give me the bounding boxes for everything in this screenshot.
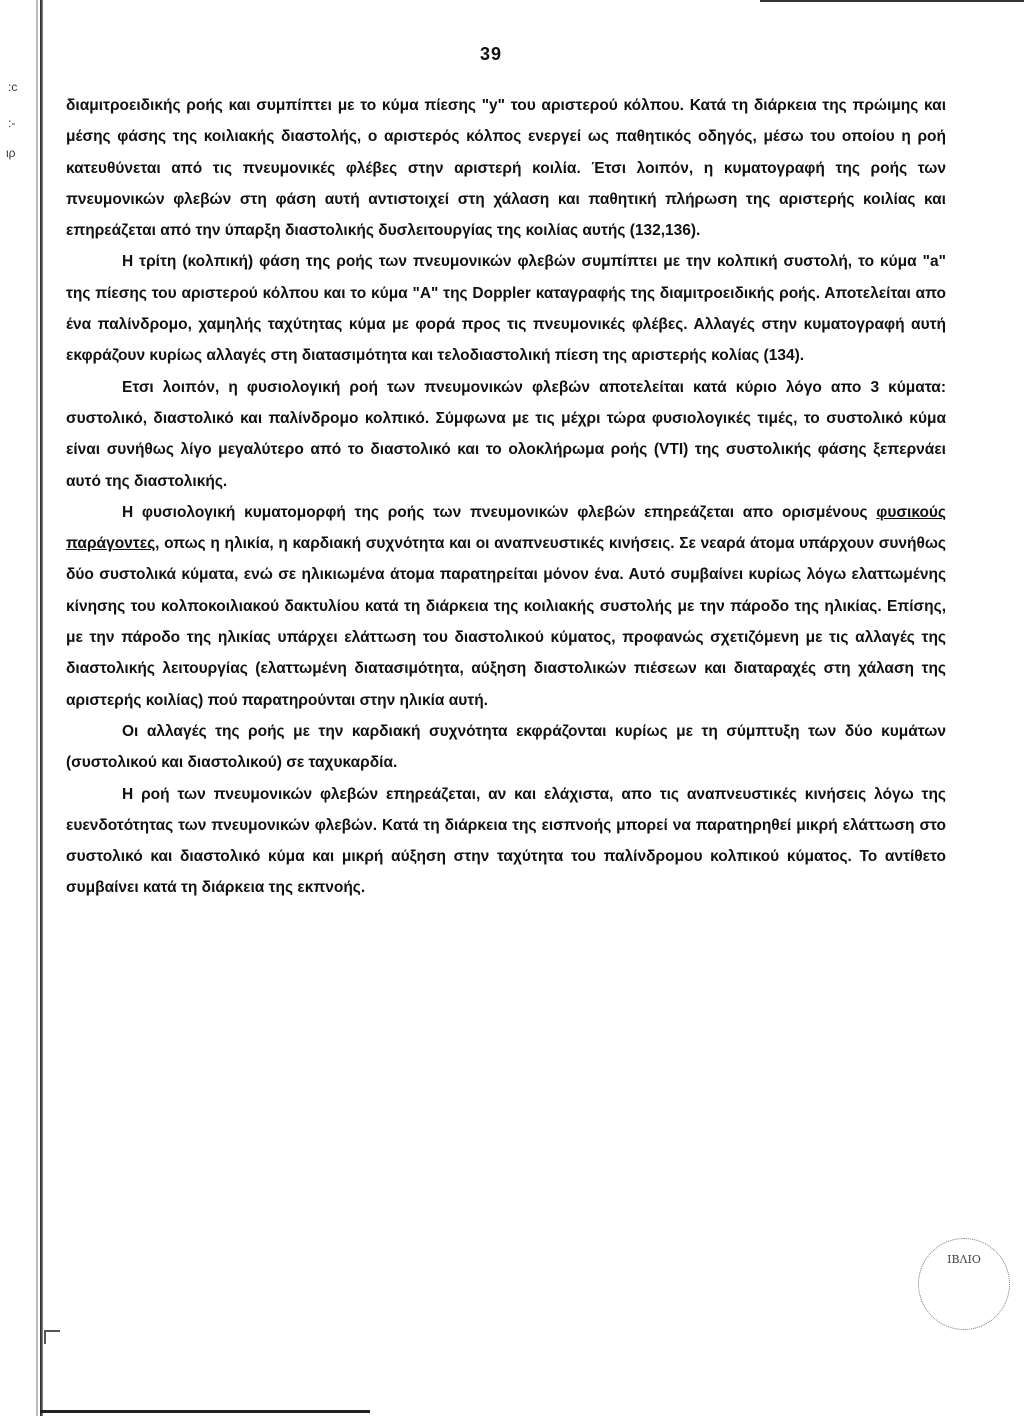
scan-binding-edge [40, 0, 43, 1416]
paragraph-text: Η τρίτη (κολπική) φάση της ροής των πνευμονικών φλεβών συμπίπτει με την κολπική συστολή, το κύμα "a" της πίεσης του αριστερού κόλπου και το κύμα "Α" της Doppler καταγραφής της διαμιτροειδικής ροής. Αποτελείται απο ένα παλίνδρομο, χαμηλής ταχύτητας κύμα με φορά προς τις πνευμονικές φλέβες. Αλλαγές στην κυματογραφή αυτή εκφράζουν κυρίως αλλαγές στη διατασιμότητα και τελοδιαστολική πίεση της αριστερής κολίας (134). [66, 253, 946, 365]
paragraph [66, 497, 946, 716]
underlined-phrase: φυσικούς παράγοντες [66, 503, 946, 553]
scan-corner-mark [44, 1330, 60, 1344]
paragraph-text: Η φυσιολογική κυματομορφή της ροής των πνευμονικών φλεβών επηρεάζεται απο ορισμένους [122, 503, 877, 521]
paragraph [66, 716, 946, 779]
margin-mark-3: ιρ [6, 146, 16, 160]
library-stamp-text: ΙΒΛΙΟ [947, 1253, 981, 1266]
paragraph-text: Ετσι λοιπόν, η φυσιολογική ροή των πνευμονικών φλεβών αποτελείται κατά κύριο λόγο απο 3 κύματα: συστολικό, διαστολικό και παλίνδρομο κολπικό. Σύμφωνα με τις μέχρι τώρα φυσιολογικές τιμές, το συστολικό κύμα είναι συνήθως λίγο μεγαλύτερο από το διαστολικό και το ολοκλήρωμα ροής (VTI) της συστολικής φάσης ξεπερνάει αυτό της διαστολικής. [66, 378, 946, 490]
paragraph-text: διαμιτροειδικής ροής και συμπίπτει με το κύμα πίεσης "y" του αριστερού κόλπου. Κατά τη διάρκεια της πρώιμης και μέσης φάσης της κοιλιακής διαστολής, ο αριστερός κόλπος ενεργεί ως παθητικός οδηγός, μέσω του οποίου η ροή κατευθύνεται από τις πνευμονικές φλέβες στην αριστερή κοιλία. Έτσι λοιπόν, η κυματογραφή της ροής των πνευμονικών φλεβών στη φάση αυτή αντιστοιχεί στη χάλαση και παθητική πλήρωση της αριστερής κοιλίας και επηρεάζεται από την ύπαρξη διαστολικής δυσλειτουργίας της κοιλίας αυτής (132,136). [66, 97, 946, 240]
scan-bottom-rule [40, 1410, 370, 1413]
paragraph [66, 246, 946, 371]
margin-mark-1: :c [8, 80, 18, 94]
paragraph-text: Η ροή των πνευμονικών φλεβών επηρεάζεται, αν και ελάχιστα, απο τις αναπνευστικές κινήσεις λόγω της ευενδοτότητας των πνευμονικών φλεβών. Κατά τη διάρκεια της εισπνοής μπορεί να παρατηρηθεί μικρή ελάττωση στο συστολικό και διαστολικό κύμα και μικρή αύξηση στην ταχύτητα του παλίνδρομου κολπικού κύματος. Το αντίθετο συμβαίνει κατά τη διάρκεια της εκπνοής. [66, 785, 946, 897]
paragraph [66, 372, 946, 497]
margin-mark-2: :- [8, 116, 16, 130]
paragraph-text: , οπως η ηλικία, η καρδιακή συχνότητα και οι αναπνευστικές κινήσεις. Σε νεαρά άτομα υπάρχουν συνήθως δύο συστολικά κύματα, ενώ σε ηλικιωμένα άτομα παρατηρείται μόνον ένα. Αυτό συμβαίνει κυρίως λόγω ελαττωμένης κίνησης του κολποκοιλιακού δακτυλίου κατά τη διάρκεια της κοιλιακής συστολής με την πάροδο της ηλικίας. Επίσης, με την πάροδο της ηλικίας υπάρχει ελάττωση του διαστολικού κύματος, προφανώς σχετιζόμενη με τις αλλαγές της διαστολικής λειτουργίας (ελαττωμένη διατασιμότητα, αύξηση διαστολικών πιέσεων και διαταραχές στη χάλαση της αριστερής κοιλίας) πού παρατηρούνται στην ηλικία αυτή. [66, 535, 946, 709]
scan-top-rule [760, 0, 1024, 2]
paragraph [66, 779, 946, 904]
paragraph-text: Οι αλλαγές της ροής με την καρδιακή συχνότητα εκφράζονται κυρίως με τη σύμπτυξη των δύο κυμάτων (συστολικού και διαστολικού) σε ταχυκαρδία. [66, 722, 946, 772]
document-body [66, 90, 946, 904]
paragraph [66, 90, 946, 246]
library-stamp [918, 1238, 1010, 1330]
scan-binding-shadow [36, 0, 38, 1416]
page-number: 39 [480, 44, 503, 64]
